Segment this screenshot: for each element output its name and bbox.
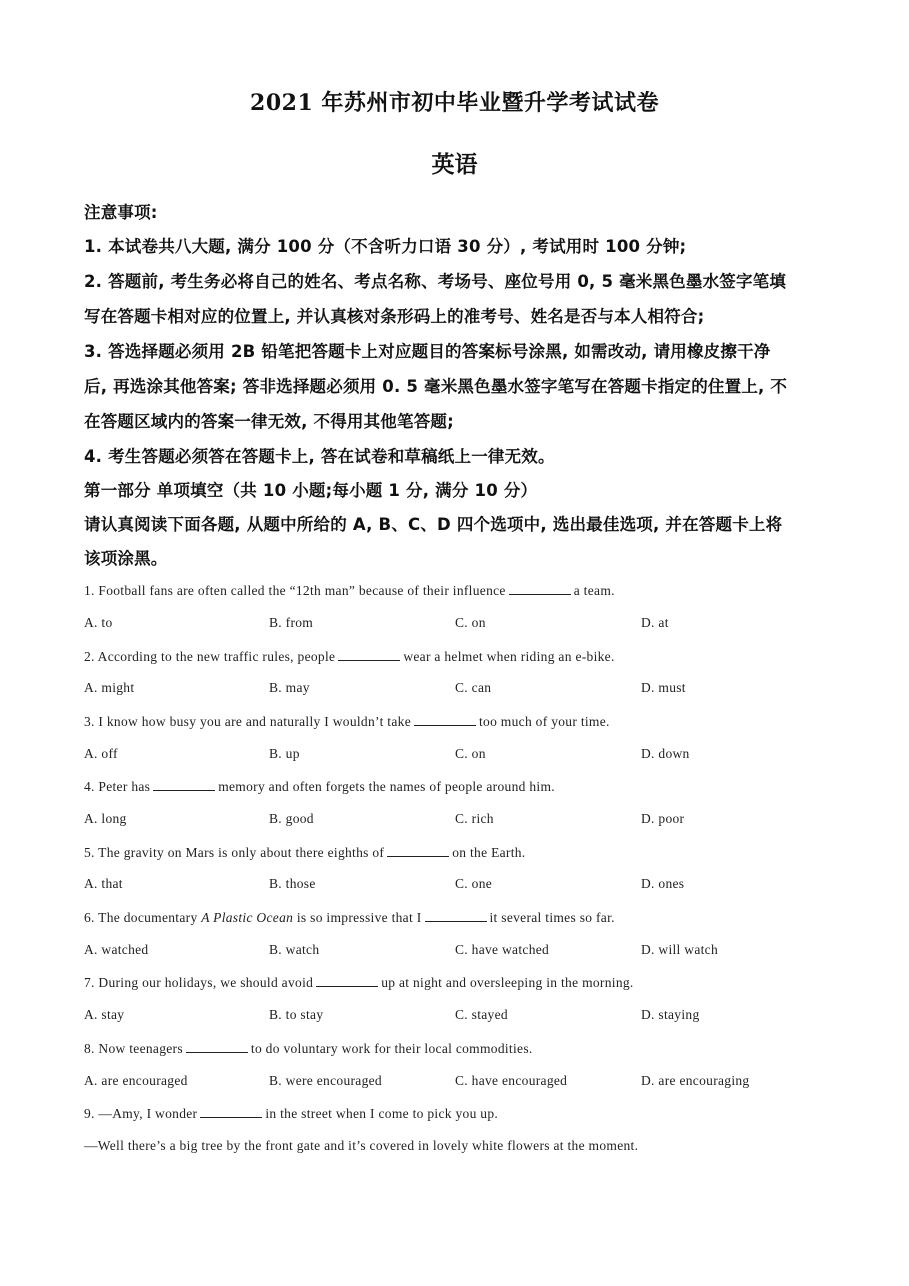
question-6-options <box>84 942 804 960</box>
option-c: C. stayed <box>455 1007 508 1022</box>
stem-text: 9. —Amy, I wonder <box>84 1106 198 1121</box>
stem-text: to do voluntary work for their local commodities. <box>250 1041 533 1056</box>
stem-text: it several times so far. <box>489 910 615 925</box>
notice-line: 4. 考生答题必须答在答题卡上, 答在试卷和草稿纸上一律无效。 <box>84 447 555 466</box>
option-a: A. stay <box>84 1007 125 1022</box>
question-4-options <box>84 811 804 829</box>
option-a: A. that <box>84 876 123 891</box>
option-d: D. down <box>641 746 690 761</box>
answer-blank <box>338 648 400 661</box>
option-c: C. on <box>455 615 486 630</box>
option-d: D. at <box>641 615 669 630</box>
notice-line: 3. 答选择题必须用 2B 铅笔把答题卡上对应题目的答案标号涂黑, 如需改动, 请用橡皮擦干净 <box>84 342 771 361</box>
part1-instruction: 该项涂黑。 <box>84 549 168 568</box>
question-2-options <box>84 680 804 698</box>
answer-blank <box>186 1040 248 1053</box>
option-c: C. have encouraged <box>455 1073 568 1088</box>
option-b: B. may <box>269 680 310 695</box>
notice-line: 后, 再选涂其他答案; 答非选择题必须用 0. 5 毫米黑色墨水签字笔写在答题卡指定的住置上, 不 <box>84 377 788 396</box>
notice-line: 在答题区域内的答案一律无效, 不得用其他笔答题; <box>84 412 454 431</box>
option-a: A. off <box>84 746 118 761</box>
question-9-stem <box>84 1105 498 1122</box>
option-c: C. can <box>455 680 492 695</box>
documentary-title: A Plastic Ocean <box>201 910 294 925</box>
exam-title: 2021 年苏州市初中毕业暨升学考试试卷 <box>250 90 659 116</box>
stem-text: a team. <box>573 583 615 598</box>
option-b: B. up <box>269 746 300 761</box>
answer-blank <box>316 974 378 987</box>
stem-text: 7. During our holidays, we should avoid <box>84 975 314 990</box>
question-2-stem <box>84 648 615 665</box>
question-5-options <box>84 876 804 894</box>
subject-title: 英语 <box>431 151 478 178</box>
part1-heading: 第一部分 单项填空（共 10 小题;每小题 1 分, 满分 10 分） <box>84 481 538 500</box>
question-3-stem <box>84 713 610 730</box>
stem-text: 3. I know how busy you are and naturally I wouldn’t take <box>84 714 411 729</box>
option-d: D. are encouraging <box>641 1073 750 1088</box>
option-d: D. will watch <box>641 942 719 957</box>
answer-blank <box>414 713 476 726</box>
option-d: D. poor <box>641 811 685 826</box>
answer-blank <box>200 1105 262 1118</box>
question-1-stem <box>84 582 615 599</box>
stem-text: too much of your time. <box>478 714 610 729</box>
stem-text: 5. The gravity on Mars is only about there eighths of <box>84 845 385 860</box>
stem-text: 8. Now teenagers <box>84 1041 183 1056</box>
stem-text: 6. The documentary <box>84 910 198 925</box>
part1-instruction: 请认真阅读下面各题, 从题中所给的 A, B、C、D 四个选项中, 选出最佳选项, 并在答题卡上将 <box>84 515 783 534</box>
option-b: B. those <box>269 876 316 891</box>
option-d: D. ones <box>641 876 685 891</box>
stem-text: is so impressive that I <box>296 910 422 925</box>
answer-blank <box>509 582 571 595</box>
question-8-options <box>84 1073 804 1091</box>
notice-line: 2. 答题前, 考生务必将自己的姓名、考点名称、考场号、座位号用 0, 5 毫米黑色墨水签字笔填 <box>84 272 787 291</box>
option-a: A. might <box>84 680 135 695</box>
question-7-options <box>84 1007 804 1025</box>
option-c: C. one <box>455 876 493 891</box>
stem-text: 4. Peter has <box>84 779 151 794</box>
option-c: C. on <box>455 746 486 761</box>
option-a: A. are encouraged <box>84 1073 188 1088</box>
option-d: D. staying <box>641 1007 700 1022</box>
question-8-stem <box>84 1040 533 1057</box>
answer-blank <box>387 844 449 857</box>
stem-text: on the Earth. <box>452 845 526 860</box>
question-9-reply: —Well there’s a big tree by the front gate and it’s covered in lovely white flowers at the moment. <box>84 1138 639 1153</box>
stem-text: up at night and oversleeping in the morning. <box>381 975 634 990</box>
option-c: C. have watched <box>455 942 550 957</box>
question-7-stem <box>84 974 634 991</box>
question-6-stem <box>84 909 615 926</box>
option-b: B. watch <box>269 942 320 957</box>
question-5-stem <box>84 844 526 861</box>
stem-text: memory and often forgets the names of people around him. <box>218 779 555 794</box>
stem-text: in the street when I come to pick you up. <box>265 1106 499 1121</box>
question-4-stem <box>84 778 555 795</box>
notice-line: 写在答题卡相对应的位置上, 并认真核对条形码上的准考号、姓名是否与本人相符合; <box>84 307 705 326</box>
option-b: B. were encouraged <box>269 1073 382 1088</box>
option-a: A. watched <box>84 942 149 957</box>
notice-line: 1. 本试卷共八大题, 满分 100 分（不含听力口语 30 分）, 考试用时 100 分钟; <box>84 237 687 256</box>
option-c: C. rich <box>455 811 494 826</box>
answer-blank <box>153 778 215 791</box>
option-b: B. to stay <box>269 1007 324 1022</box>
question-1-options <box>84 615 804 633</box>
option-a: A. to <box>84 615 113 630</box>
option-b: B. from <box>269 615 314 630</box>
question-3-options <box>84 746 804 764</box>
notice-heading: 注意事项: <box>84 203 158 222</box>
option-d: D. must <box>641 680 686 695</box>
stem-text: 1. Football fans are often called the “12th man” because of their influence <box>84 583 506 598</box>
stem-text: 2. According to the new traffic rules, people <box>84 649 336 664</box>
option-a: A. long <box>84 811 127 826</box>
stem-text: wear a helmet when riding an e-bike. <box>403 649 615 664</box>
option-b: B. good <box>269 811 314 826</box>
answer-blank <box>425 909 487 922</box>
